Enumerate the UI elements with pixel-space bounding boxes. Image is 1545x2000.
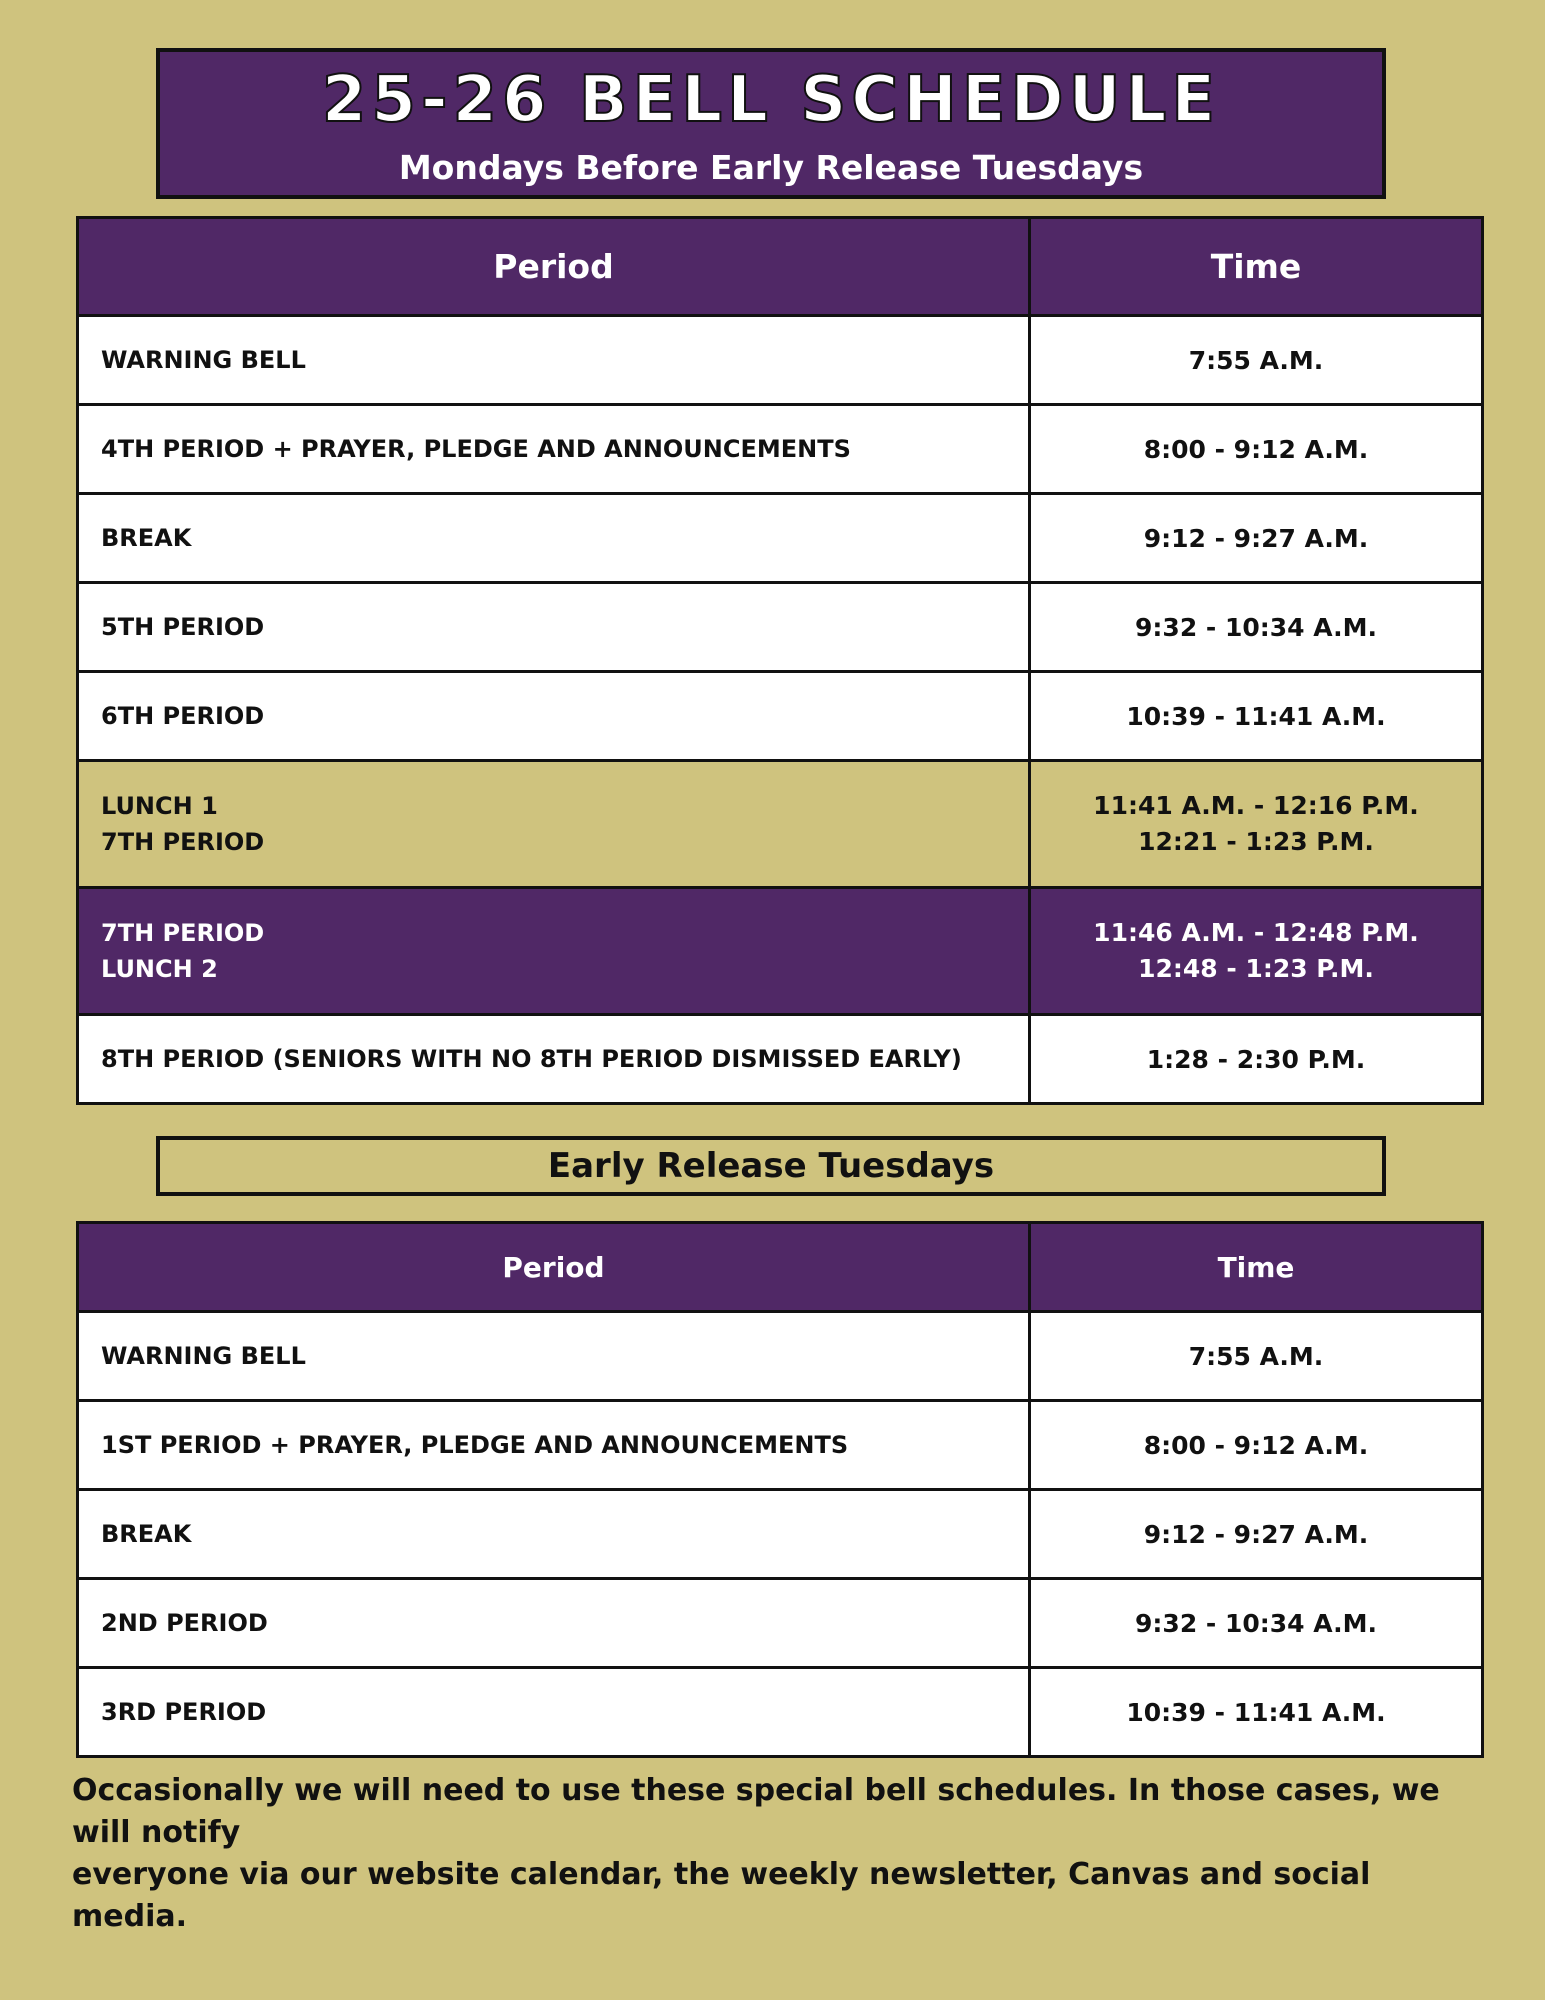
- period-line: 7TH PERIOD: [101, 919, 265, 947]
- time-line: 11:41 A.M. - 12:16 P.M.: [1093, 791, 1419, 820]
- time-cell: 1:28 - 2:30 P.M.: [1030, 1015, 1483, 1104]
- period-line: 7TH PERIOD: [101, 828, 265, 856]
- column-header-period: Period: [78, 218, 1030, 316]
- time-cell: 9:12 - 9:27 A.M.: [1030, 1490, 1483, 1579]
- table-row: [78, 405, 1483, 494]
- page-subtitle: Mondays Before Early Release Tuesdays: [398, 148, 1144, 187]
- table-row: [78, 1579, 1483, 1668]
- time-cell: 8:00 - 9:12 A.M.: [1030, 405, 1483, 494]
- column-header-period: Period: [78, 1223, 1030, 1312]
- table-row: [78, 1668, 1483, 1757]
- title-banner: [156, 48, 1386, 199]
- period-cell: WARNING BELL: [78, 1312, 1030, 1401]
- time-cell: 7:55 A.M.: [1030, 316, 1483, 405]
- period-cell: BREAK: [78, 1490, 1030, 1579]
- time-cell: [1030, 888, 1483, 1015]
- table-row: [78, 316, 1483, 405]
- period-cell: 8TH PERIOD (SENIORS WITH NO 8TH PERIOD DISMISSED EARLY): [78, 1015, 1030, 1104]
- early-release-schedule-table: [76, 1221, 1484, 1758]
- time-cell: [1030, 761, 1483, 888]
- table-header-row: [78, 1223, 1483, 1312]
- table-row: [78, 583, 1483, 672]
- period-cell: 6TH PERIOD: [78, 672, 1030, 761]
- period-line: LUNCH 1: [101, 792, 218, 820]
- period-cell: 3RD PERIOD: [78, 1668, 1030, 1757]
- time-cell: 9:32 - 10:34 A.M.: [1030, 583, 1483, 672]
- period-line: LUNCH 2: [101, 955, 218, 983]
- table-row-lunch-2: [78, 888, 1483, 1015]
- time-line: 11:46 A.M. - 12:48 P.M.: [1093, 918, 1419, 947]
- time-line: 12:48 - 1:23 P.M.: [1138, 954, 1374, 983]
- table-row-lunch-1: [78, 761, 1483, 888]
- table-row: [78, 1490, 1483, 1579]
- period-cell: 4TH PERIOD + PRAYER, PLEDGE AND ANNOUNCEMENTS: [78, 405, 1030, 494]
- table-row: [78, 1015, 1483, 1104]
- period-cell: BREAK: [78, 494, 1030, 583]
- period-cell: [78, 888, 1030, 1015]
- time-cell: 10:39 - 11:41 A.M.: [1030, 1668, 1483, 1757]
- time-line: 12:21 - 1:23 P.M.: [1138, 827, 1374, 856]
- column-header-time: Time: [1030, 218, 1483, 316]
- early-release-heading: Early Release Tuesdays: [156, 1136, 1386, 1196]
- period-cell: [78, 761, 1030, 888]
- table-row: [78, 1401, 1483, 1490]
- period-cell: 1ST PERIOD + PRAYER, PLEDGE AND ANNOUNCEMENTS: [78, 1401, 1030, 1490]
- table-row: [78, 672, 1483, 761]
- footer-note: [72, 1770, 1472, 1938]
- period-cell: WARNING BELL: [78, 316, 1030, 405]
- footer-note-line: Occasionally we will need to use these special bell schedules. In those cases, we will notify: [72, 1773, 1440, 1850]
- time-cell: 7:55 A.M.: [1030, 1312, 1483, 1401]
- table-row: [78, 494, 1483, 583]
- time-cell: 9:12 - 9:27 A.M.: [1030, 494, 1483, 583]
- page-title: 25-26 BELL SCHEDULE: [321, 63, 1221, 137]
- period-cell: 2ND PERIOD: [78, 1579, 1030, 1668]
- time-cell: 10:39 - 11:41 A.M.: [1030, 672, 1483, 761]
- period-cell: 5TH PERIOD: [78, 583, 1030, 672]
- column-header-time: Time: [1030, 1223, 1483, 1312]
- time-cell: 8:00 - 9:12 A.M.: [1030, 1401, 1483, 1490]
- table-header-row: [78, 218, 1483, 316]
- time-cell: 9:32 - 10:34 A.M.: [1030, 1579, 1483, 1668]
- table-row: [78, 1312, 1483, 1401]
- monday-schedule-table: [76, 216, 1484, 1105]
- footer-note-line: everyone via our website calendar, the weekly newsletter, Canvas and social media.: [72, 1857, 1371, 1934]
